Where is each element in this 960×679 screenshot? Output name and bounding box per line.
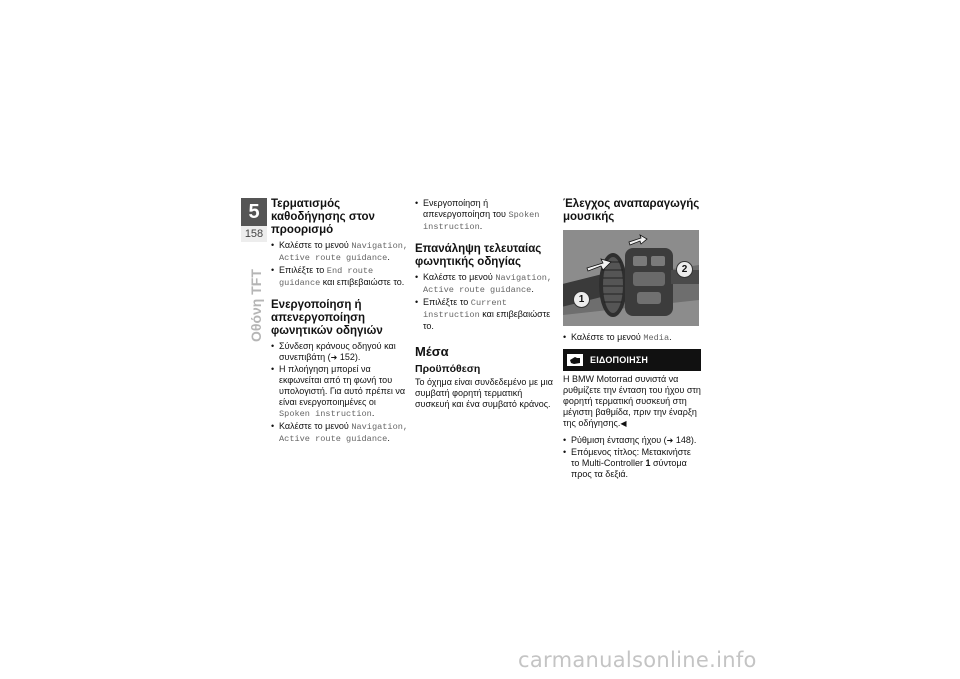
menu-path: Navigation, Active route guidance [279, 422, 409, 444]
list-item [563, 435, 701, 446]
menu-path: Navigation, Active route guidance [423, 273, 553, 295]
menu-path: Navigation, Active route guidance [279, 241, 409, 263]
step-text: Ρύθμιση έντασης ήχου ( [571, 435, 667, 445]
step-text: Σύνδεση κράνους οδηγού και συνεπιβάτη ( [279, 341, 396, 362]
list-item [415, 297, 553, 332]
section-title-music-control: Έλεγχος αναπαραγωγής μουσικής [563, 198, 700, 223]
list-item [271, 364, 409, 420]
voice-steps [271, 341, 409, 445]
menu-option: Spoken instruction [279, 409, 372, 419]
list-item [271, 265, 409, 289]
chapter-number-badge: 5 [241, 198, 267, 226]
section-title-end-route: Τερματισμός καθοδήγησης στον προορισμό [271, 198, 375, 236]
step-text: Καλέστε το μενού [279, 240, 349, 250]
watermark: carmanualsonline.info [518, 648, 757, 672]
page-number: 158 [241, 226, 267, 242]
notice-body: Η BMW Motorrad συνιστά να ρυθμίζετε την ένταση του ήχου στη φορητή τερματική συσκευή στη μέγιστη βαθμίδα, πριν την έναρξη της οδήγησης. [563, 374, 701, 428]
step-end: . [531, 284, 534, 294]
media-steps [563, 332, 701, 344]
step-end: . [371, 408, 375, 418]
list-item [415, 198, 553, 233]
handlebar-illustration [563, 230, 699, 326]
step-end: . [387, 252, 390, 262]
section-title-voice-instructions: Ενεργοποίηση ή απενεργοποίηση φωνητικών οδηγιών [271, 299, 383, 337]
menu-option: Current instruction [423, 298, 507, 320]
notice-title: ΕΙΔΟΠΟΙΗΣΗ [590, 354, 649, 365]
step-end: ). [354, 352, 361, 362]
step-text: Καλέστε το μενού [423, 272, 493, 282]
notice-text [563, 374, 701, 429]
step-end: και επιβεβαιώστε το. [322, 277, 405, 287]
prerequisite-heading: Προϋπόθεση [415, 363, 481, 375]
section-title-repeat-instruction: Επανάληψη τελευταίας φωνητικής οδηγίας [415, 243, 542, 268]
repeat-steps [415, 272, 553, 332]
step-end: . [669, 332, 672, 342]
section-title-media: Μέσα [415, 344, 449, 359]
list-item [271, 240, 409, 264]
menu-option: Spoken instruction [423, 210, 540, 232]
step-text: Καλέστε το μενού [571, 332, 641, 342]
media-control-steps [563, 435, 701, 480]
step-text: Η πλοήγηση μπορεί να εκφωνείται από τη φωνή του υπολογιστή. Για αυτό πρέπει να είναι ενεργοποιημένες οι [279, 364, 406, 407]
step-end: . [387, 433, 390, 443]
page-reference[interactable]: 152 [339, 352, 355, 362]
handlebar-controls-image [563, 230, 699, 326]
list-item [563, 332, 701, 344]
end-marker-icon: ◀ [620, 419, 627, 428]
callout-reference: 1 [645, 458, 651, 468]
list-item [563, 447, 701, 480]
step-text: Καλέστε το μενού [279, 421, 349, 431]
notice-banner [563, 349, 701, 371]
column-1 [271, 198, 409, 455]
step-end: ). [690, 435, 697, 445]
menu-option: End route guidance [279, 266, 374, 288]
page-reference[interactable]: 148 [675, 435, 691, 445]
menu-path: Media [643, 333, 670, 343]
step-end: . [479, 221, 483, 231]
list-item [415, 272, 553, 296]
list-item [271, 341, 409, 363]
hand-notice-icon [567, 354, 583, 366]
chapter-side-title: Οθόνη TFT [248, 269, 264, 342]
end-route-steps [271, 240, 409, 289]
arrow-right-icon: ➜ [330, 353, 338, 362]
step-end: σύντομα προς τα δεξιά. [571, 458, 687, 479]
column-3 [563, 198, 701, 490]
list-item [271, 421, 409, 445]
callout-1: 1 [573, 291, 590, 308]
step-text: Επιλέξτε το [423, 297, 469, 307]
callout-2: 2 [676, 261, 693, 278]
column-2 [415, 198, 553, 414]
step-end: και επιβεβαιώστε το. [423, 309, 551, 331]
arrow-right-icon: ➜ [666, 436, 674, 445]
step-text: Επόμενος τίτλος: Μετακινήστε το Multi-Controller [571, 447, 691, 468]
step-text: Ενεργοποίηση ή απενεργοποίηση του [423, 198, 506, 219]
continued-steps [415, 198, 553, 233]
step-text: Επιλέξτε το [279, 265, 325, 275]
prerequisite-text: Το όχημα είναι συνδεδεμένο με μια συμβατή φορητή τερματική συσκευή και ένα συμβατό κράνος. [415, 377, 553, 409]
